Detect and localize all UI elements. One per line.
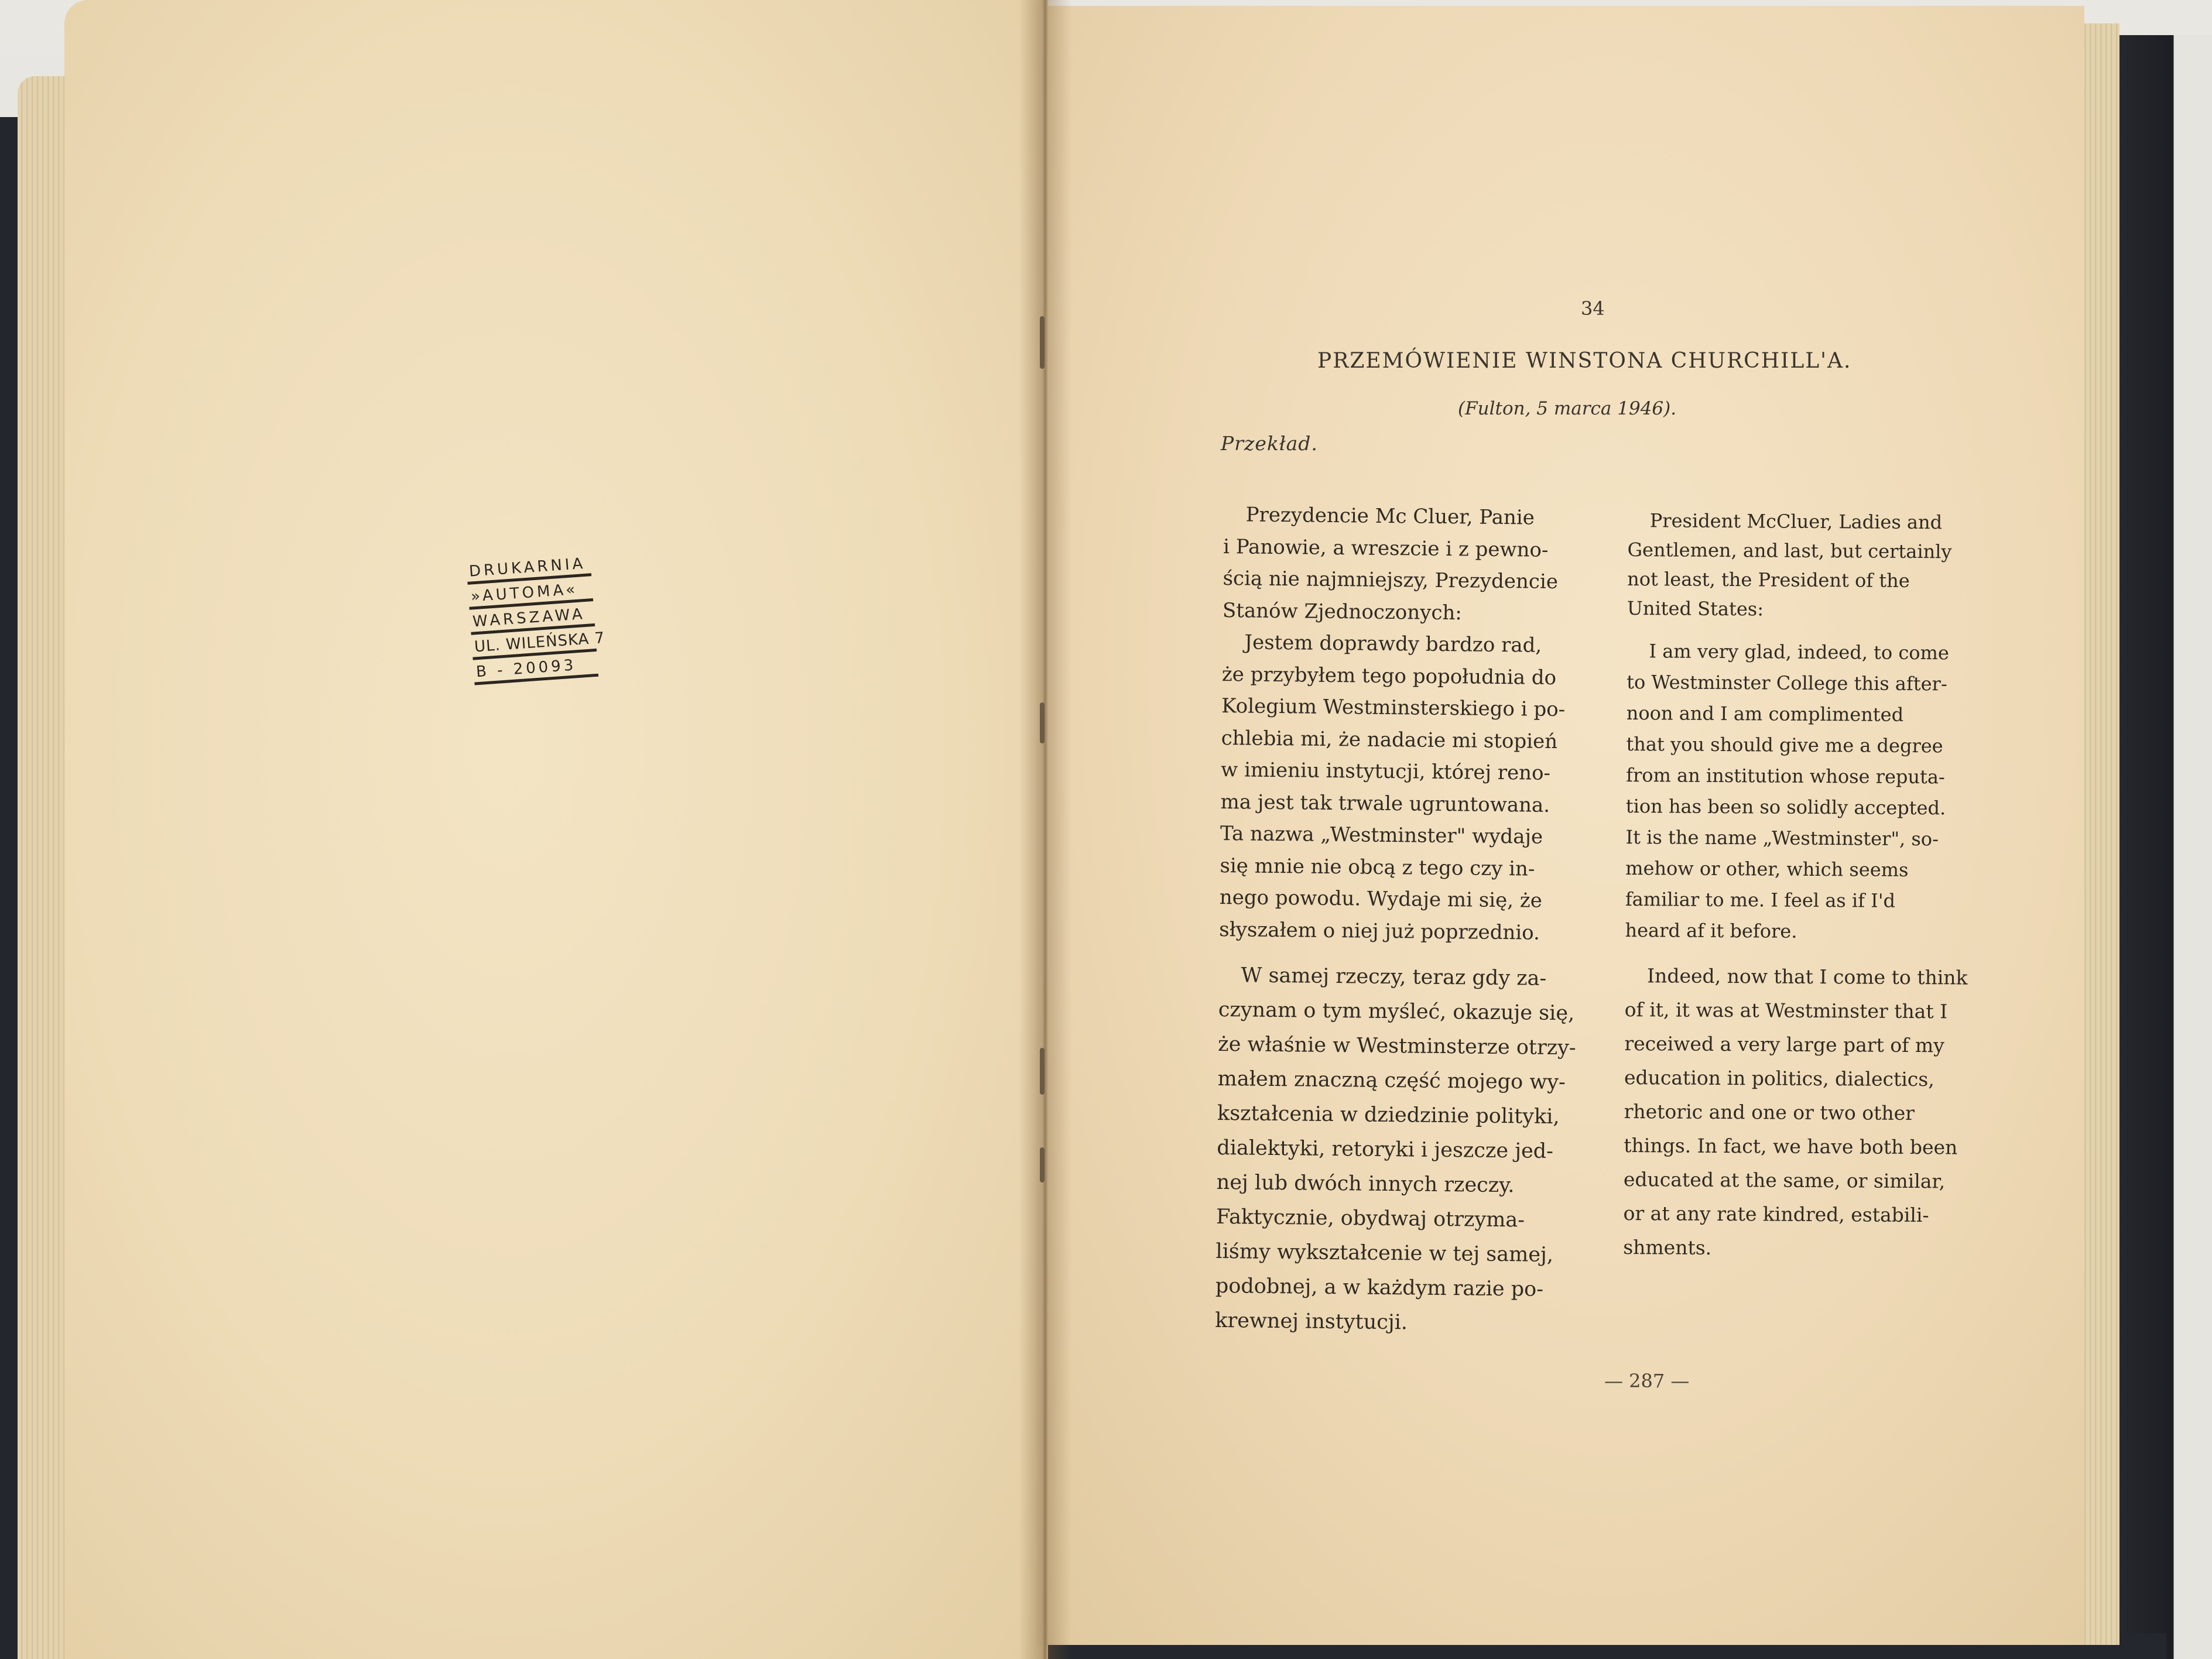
text-line: ma jest tak trwale ugruntowana. bbox=[1220, 790, 1550, 817]
text-line: education in politics, dialectics, bbox=[1624, 1065, 1934, 1091]
printer-stamp bbox=[466, 553, 606, 687]
footer-page-number: — 287 — bbox=[1604, 1370, 1690, 1392]
text-line: rhetoric and one or two other bbox=[1624, 1099, 1915, 1125]
polish-paragraph-1 bbox=[1219, 499, 1645, 950]
text-line: Indeed, now that I come to think bbox=[1646, 964, 1968, 989]
left-page bbox=[64, 0, 1048, 1659]
text-line: w imieniu instytucji, której reno- bbox=[1220, 757, 1551, 785]
text-line: Kolegium Westminsterskiego i po- bbox=[1221, 694, 1566, 722]
text-line: małem znaczną część mojego wy- bbox=[1217, 1067, 1566, 1095]
binding-stitch bbox=[1040, 1048, 1045, 1095]
stamp-line-name: »AUTOMA« bbox=[468, 578, 593, 610]
text-line: It is the name „Westminster", so- bbox=[1625, 825, 1939, 851]
text-line: nego powodu. Wydaje mi się, że bbox=[1219, 885, 1543, 913]
text-line: to Westminster College this after- bbox=[1627, 670, 1947, 695]
text-line: shments. bbox=[1623, 1235, 1712, 1259]
text-line: że przybyłem tego popołudnia do bbox=[1221, 662, 1557, 690]
text-line: Stanów Zjednoczonych: bbox=[1222, 598, 1463, 625]
text-line: Jestem doprawdy bardzo rad, bbox=[1244, 630, 1542, 657]
binding-stitch bbox=[1040, 702, 1045, 743]
english-text-column bbox=[1623, 506, 2049, 1267]
text-line: dialektyki, retoryki i jeszcze jed- bbox=[1217, 1136, 1554, 1163]
stamp-line-printer: DRUKARNIA bbox=[466, 553, 591, 585]
polish-paragraph-2 bbox=[1215, 958, 1641, 1343]
text-line: United States: bbox=[1627, 597, 1764, 621]
english-paragraph-3 bbox=[1623, 959, 2046, 1267]
text-line: nej lub dwóch innych rzeczy. bbox=[1216, 1170, 1515, 1198]
text-line: Ta nazwa „Westminster" wydaje bbox=[1220, 821, 1543, 849]
english-paragraph-1 bbox=[1627, 506, 2049, 625]
speech-date: (Fulton, 5 marca 1946). bbox=[1458, 398, 1677, 419]
text-line: of it, it was at Westminster that I bbox=[1624, 998, 1948, 1023]
speech-title: PRZEMÓWIENIE WINSTONA CHURCHILL'A. bbox=[1317, 349, 1852, 373]
stamp-line-city: WARSZAWA bbox=[470, 604, 595, 635]
binding-stitch bbox=[1040, 316, 1045, 369]
stamp-line-street: UL. WILEŃSKA 7 bbox=[471, 629, 597, 660]
stamp-line-number: B - 20093 bbox=[473, 654, 598, 685]
text-line: i Panowie, a wreszcie i z pewno- bbox=[1223, 534, 1549, 562]
text-line: chlebia mi, że nadacie mi stopień bbox=[1221, 726, 1558, 753]
text-line: słyszałem o niej już poprzednio. bbox=[1219, 917, 1540, 945]
polish-text-column bbox=[1215, 499, 1645, 1342]
text-line: not least, the President of the bbox=[1627, 567, 1910, 592]
text-line: że właśnie w Westminsterze otrzy- bbox=[1218, 1032, 1576, 1060]
text-line: kształcenia w dziedzinie polityki, bbox=[1217, 1101, 1560, 1129]
text-line: noon and I am complimented bbox=[1626, 701, 1904, 726]
text-line: things. In fact, we have both been bbox=[1624, 1133, 1958, 1159]
translation-label: Przekład. bbox=[1221, 432, 1318, 455]
text-line: educated at the same, or similar, bbox=[1623, 1167, 1946, 1193]
text-line: Prezydencie Mc Cluer, Panie bbox=[1245, 503, 1535, 530]
text-line: krewnej instytucji. bbox=[1215, 1308, 1408, 1335]
text-line: familiar to me. I feel as if I'd bbox=[1625, 887, 1896, 912]
text-line: or at any rate kindred, estabili- bbox=[1623, 1201, 1929, 1227]
text-line: tion has been so solidly accepted. bbox=[1625, 794, 1946, 820]
page-number: 34 bbox=[1581, 297, 1605, 320]
binding-stitch bbox=[1040, 1147, 1045, 1182]
text-line: receiwed a very large part of my bbox=[1624, 1031, 1944, 1057]
book-gutter bbox=[1019, 0, 1071, 1659]
text-line: się mnie nie obcą z tego czy in- bbox=[1220, 854, 1535, 881]
text-line: liśmy wykształcenie w tej samej, bbox=[1215, 1239, 1554, 1267]
english-paragraph-2 bbox=[1625, 636, 2048, 948]
text-line: President McCluer, Ladies and bbox=[1649, 509, 1943, 534]
text-line: W samej rzeczy, teraz gdy za- bbox=[1241, 964, 1547, 990]
text-line: that you should give me a degree bbox=[1626, 732, 1943, 757]
text-line: I am very glad, indeed, to come bbox=[1649, 640, 1949, 664]
text-line: from an institution whose reputa- bbox=[1626, 763, 1945, 789]
text-line: mehow or other, which seems bbox=[1625, 856, 1909, 881]
text-line: podobnej, a w każdym razie po- bbox=[1215, 1274, 1544, 1301]
text-line: ścią nie najmniejszy, Prezydencie bbox=[1223, 566, 1559, 594]
text-line: Faktycznie, obydwaj otrzyma- bbox=[1215, 1205, 1525, 1232]
text-line: czynam o tym myśleć, okazuje się, bbox=[1218, 998, 1575, 1026]
text-line: Gentlemen, and last, but certainly bbox=[1627, 538, 1952, 563]
text-line: heard af it before. bbox=[1625, 918, 1797, 942]
